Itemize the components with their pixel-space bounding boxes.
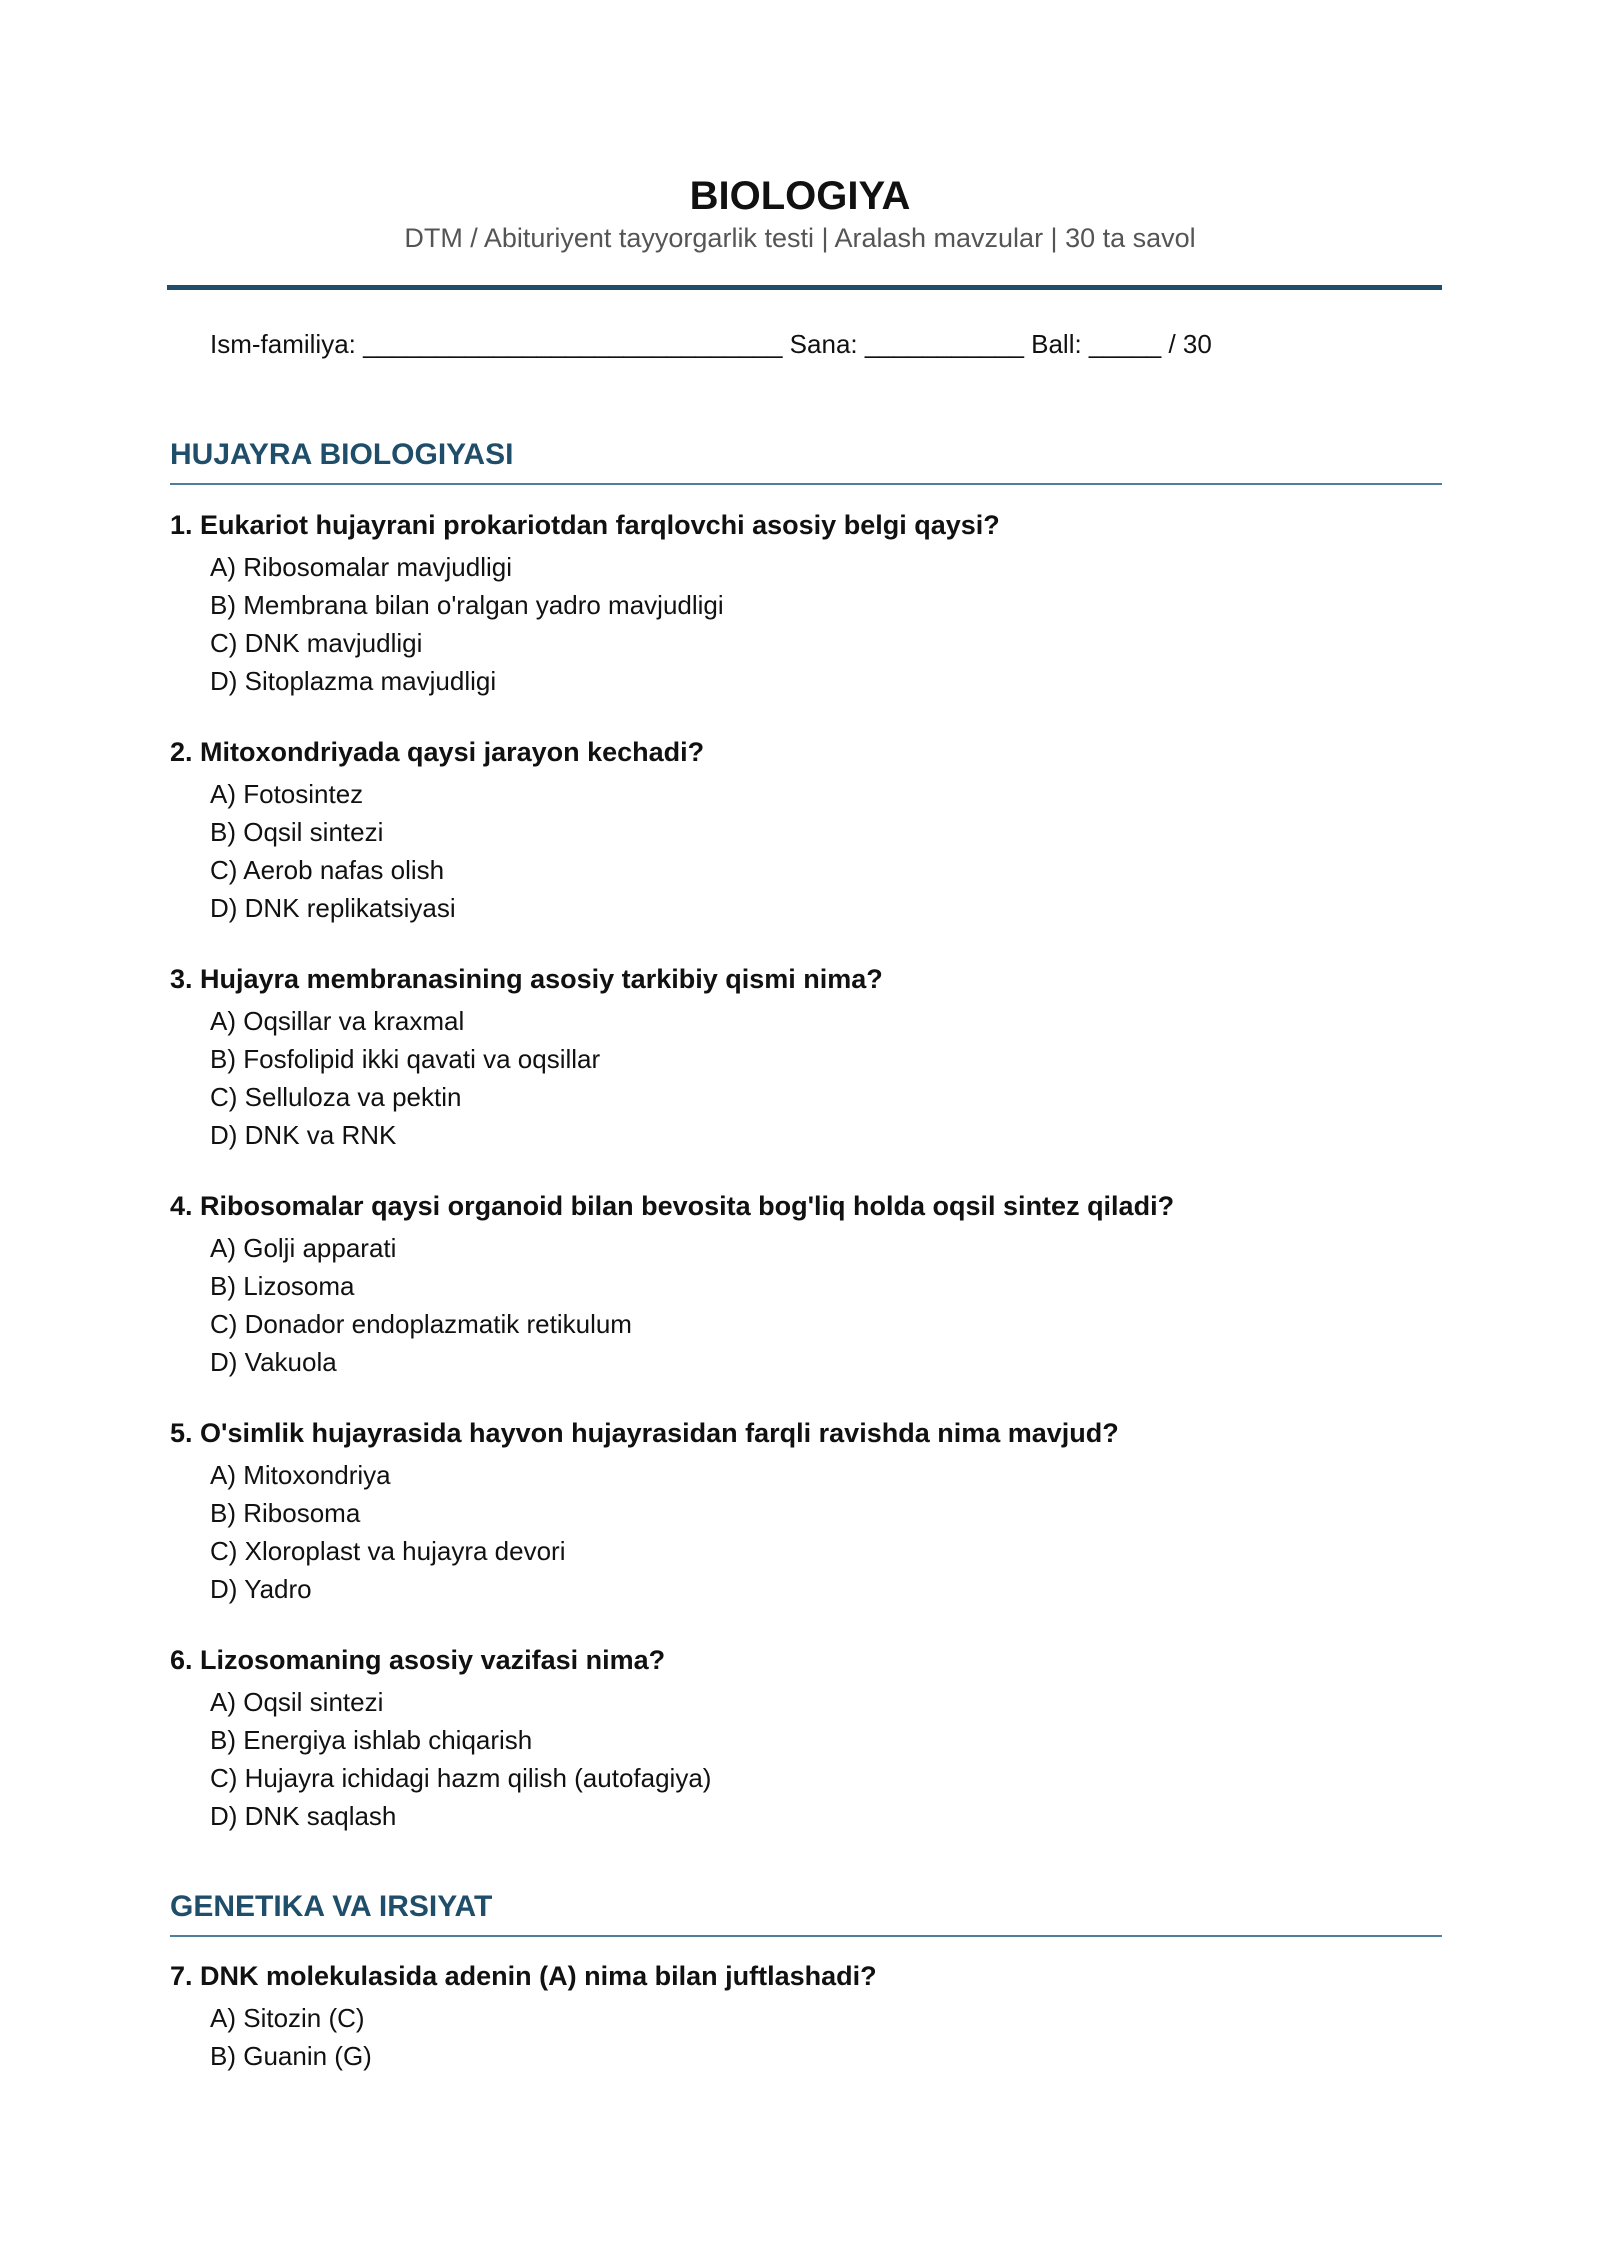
question-3 (170, 962, 1440, 1154)
answer-option-d: D) DNK saqlash (210, 1801, 397, 1831)
answer-option-a: A) Ribosomalar mavjudligi (210, 552, 512, 582)
answer-option-b: B) Lizosoma (210, 1271, 355, 1301)
section-heading-genetics: GENETIKA VA IRSIYAT (170, 1890, 493, 1923)
page-title: BIOLOGIYA (689, 174, 911, 218)
answer-option-a: A) Fotosintez (210, 779, 364, 809)
answer-option-d: D) DNK va RNK (210, 1120, 397, 1150)
question-text: 3. Hujayra membranasining asosiy tarkibiy qismi nima? (170, 964, 883, 994)
page-subtitle: DTM / Abituriyent tayyorgarlik testi | Aralash mavzular | 30 ta savol (404, 223, 1196, 253)
header-divider (167, 285, 1442, 290)
answer-option-d: D) Sitoplazma mavjudligi (210, 666, 497, 696)
answer-option-b: B) Guanin (G) (210, 2041, 372, 2071)
question-1 (170, 508, 1440, 700)
answer-option-a: A) Mitoxondriya (210, 1460, 391, 1490)
answer-option-c: C) DNK mavjudligi (210, 628, 423, 658)
answer-option-a: A) Sitozin (C) (210, 2003, 365, 2033)
answer-option-d: D) DNK replikatsiyasi (210, 893, 456, 923)
section-divider (170, 1935, 1442, 1937)
answer-option-c: C) Aerob nafas olish (210, 855, 445, 885)
question-6 (170, 1643, 1440, 1835)
question-5 (170, 1416, 1440, 1608)
answer-option-a: A) Oqsil sintezi (210, 1687, 384, 1717)
answer-option-c: C) Donador endoplazmatik retikulum (210, 1309, 632, 1339)
answer-option-b: B) Ribosoma (210, 1498, 361, 1528)
section-divider (170, 483, 1442, 485)
question-text: 2. Mitoxondriyada qaysi jarayon kechadi? (170, 737, 705, 767)
answer-option-d: D) Yadro (210, 1574, 312, 1604)
answer-option-a: A) Golji apparati (210, 1233, 397, 1263)
question-7 (170, 1959, 1440, 2075)
answer-option-c: C) Selluloza va pektin (210, 1082, 462, 1112)
question-4 (170, 1189, 1440, 1381)
answer-option-b: B) Oqsil sintezi (210, 817, 384, 847)
question-text: 1. Eukariot hujayrani prokariotdan farqlovchi asosiy belgi qaysi? (170, 510, 1000, 540)
answer-option-a: A) Oqsillar va kraxmal (210, 1006, 465, 1036)
question-text: 6. Lizosomaning asosiy vazifasi nima? (170, 1645, 666, 1675)
question-text: 5. O'simlik hujayrasida hayvon hujayrasidan farqli ravishda nima mavjud? (170, 1418, 1119, 1448)
answer-option-b: B) Fosfolipid ikki qavati va oqsillar (210, 1044, 601, 1074)
question-2 (170, 735, 1440, 927)
answer-option-b: B) Energiya ishlab chiqarish (210, 1725, 533, 1755)
question-text: 7. DNK molekulasida adenin (A) nima bilan juftlashadi? (170, 1961, 877, 1991)
section-heading-cell-biology: HUJAYRA BIOLOGIYASI (170, 438, 514, 471)
answer-option-c: C) Xloroplast va hujayra devori (210, 1536, 566, 1566)
answer-option-d: D) Vakuola (210, 1347, 337, 1377)
answer-option-b: B) Membrana bilan o'ralgan yadro mavjudligi (210, 590, 724, 620)
question-text: 4. Ribosomalar qaysi organoid bilan bevosita bog'liq holda oqsil sintez qiladi? (170, 1191, 1175, 1221)
student-info-fields: Ism-familiya: _____________________________ Sana: ___________ Ball: _____ / 30 (210, 329, 1212, 359)
answer-option-c: C) Hujayra ichidagi hazm qilish (autofagiya) (210, 1763, 712, 1793)
